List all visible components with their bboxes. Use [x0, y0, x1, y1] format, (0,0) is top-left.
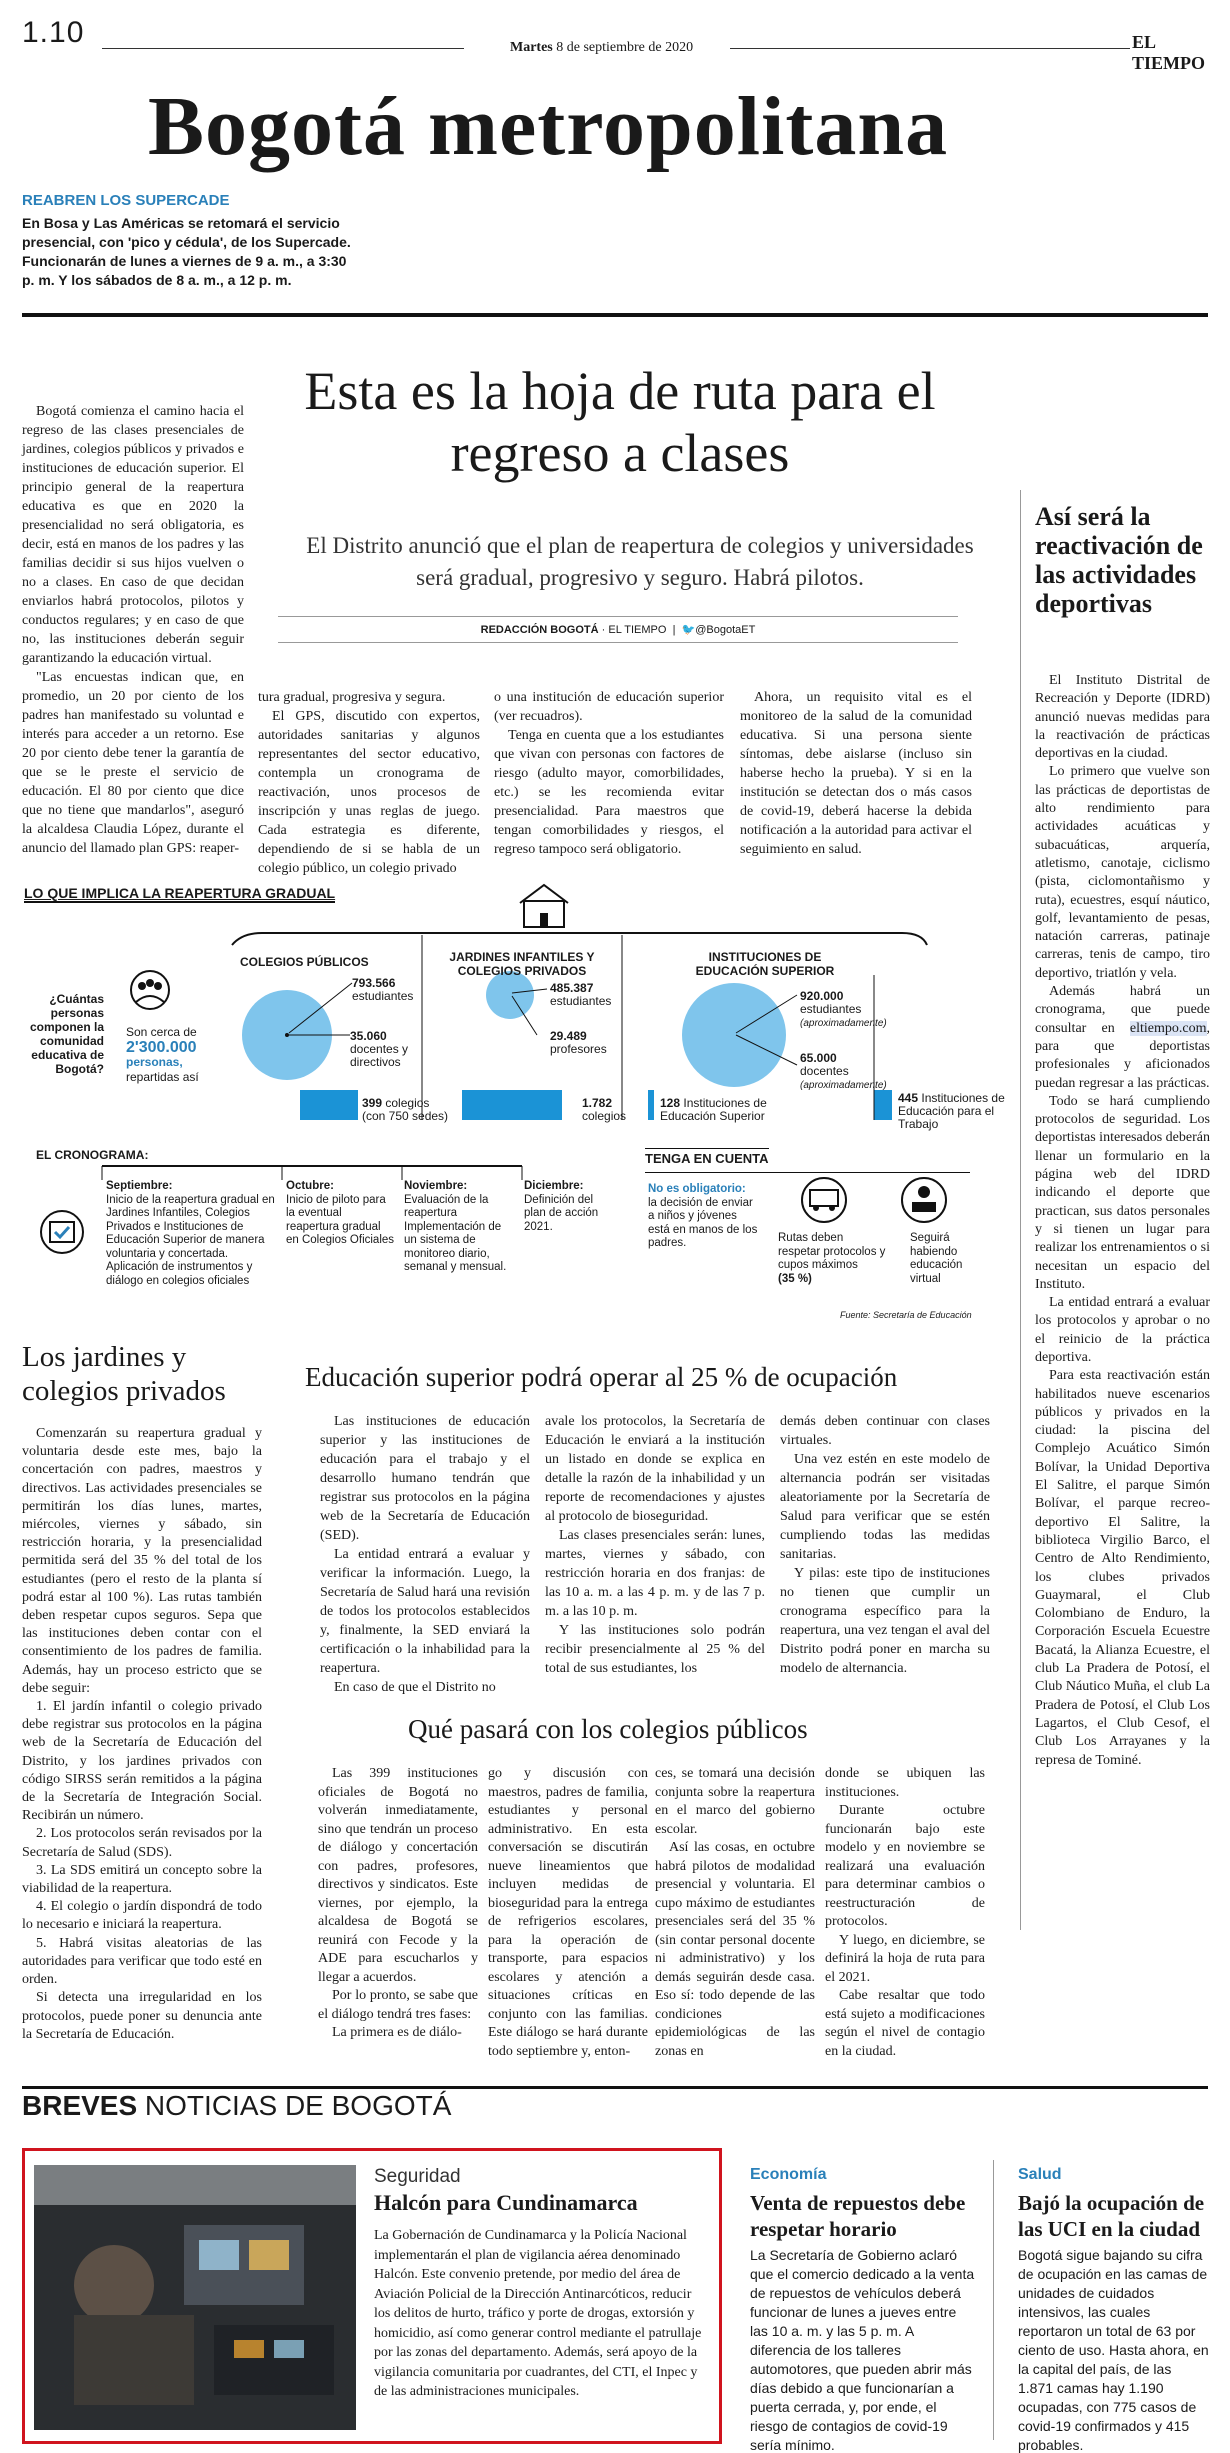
calendar-check-icon — [41, 1211, 83, 1253]
breves-label — [22, 2090, 451, 2122]
tenga-rule — [645, 1172, 970, 1173]
stat-note: (aproximadamente) — [800, 1018, 887, 1029]
tenga-bold: No es obligatorio: — [648, 1183, 746, 1195]
stat-students — [550, 982, 611, 1008]
paragraph-text: Además habrá un cronograma, que puede consultar en — [1035, 984, 1210, 1036]
brief-body: La Gobernación de Cundinamarca y la Policía Nacional implementarán el plan de vigilancia aérea denominado Halcón. Este convenio pretende, por medio del área de Aviación Policial de la Dirección Antinarcóticos, reducir los delitos de hurto, tráfico y porte de drogas, extorsión y homicidio, así como generar control mediante el patrullaje por las zonas del departamento. Además, será apoyo de la vigilancia comunitaria por cuadrantes, del CTI, el Inpec y de las administraciones municipales. — [374, 2228, 702, 2399]
brief-headline: Halcón para Cundinamarca — [374, 2190, 638, 2215]
stat-label: estudiantes — [352, 989, 414, 1003]
site-link[interactable]: eltiempo.com — [1129, 1020, 1207, 1036]
superior-title: Educación superior podrá operar al 25 % de ocupación — [305, 1362, 898, 1392]
paragraph: Y pilas: este tipo de instituciones no tienen que cumplir un cronograma específico para la reapertura, una vez tengan el aval del Distrito podrá poner en marcha su modelo de alternancia. — [780, 1566, 990, 1676]
paragraph: Y las instituciones solo podrán recibir presencialmente al 25 % del total de sus estudiantes, los — [545, 1623, 765, 1676]
total-value: 2'300.000 — [126, 1039, 197, 1056]
stat-note: (aproximadamente) — [800, 1080, 887, 1091]
higher-ed-students-circle — [682, 983, 786, 1087]
publicos-col-3 — [655, 1765, 815, 2061]
stat-value: 399 — [362, 1096, 383, 1110]
training-bar — [874, 1090, 892, 1120]
paragraph: Ahora, un requisito vital es el monitoreo de la salud de la comunidad educativa. Si una persona siente síntomas, debe aislarse (incluso sin haberse hecho la prueba). Y si en la institución se detectan dos o más casos de covid-19, deberá hacerse la debida notificación a la autoridad para activar el seguimiento en salud. — [740, 690, 972, 857]
divider — [102, 48, 464, 49]
brief-body: La Secretaría de Gobierno aclaró que el comercio dedicado a la venta de repuestos de vehículos deberá funcionar de lunes a jueves entre las 10 a. m. y las 5 p. m. A diferencia de los talleres automotores, que pueden abrir más días debido a que funcionarían a puerta cerrada, y, por ende, el riesgo de contagios de covid-19 sería mínimo. — [750, 2247, 975, 2453]
school-icon — [520, 885, 568, 927]
tenga-item — [910, 1232, 990, 1286]
crono-month: Septiembre: — [106, 1180, 173, 1192]
publicos-title: Qué pasará con los colegios públicos — [408, 1714, 808, 1744]
paragraph: Las clases presenciales serán: lunes, martes, viernes y sábado, con restricción horaria en dos franjas: de las 10 a. m. a las 4 p. m. y de las 7 p. m. a las 10 p. m. — [545, 1528, 765, 1619]
paragraph: 5. Habrá visitas aleatorias de las autoridades para verificar que todo esté en orden. — [22, 1935, 262, 1988]
paragraph: avale los protocolos, la Secretaría de Educación le enviará a la institución un listado en donde se explica en detalle la razón de la inhabilidad y un reporte de recomendaciones y ajustes al protocolo de bioseguridad. — [545, 1414, 765, 1524]
tenga-text: la decisión de enviar a niños y jóvenes está en manos de los padres. — [648, 1196, 758, 1249]
stat-students — [352, 977, 413, 1003]
crono-title: EL CRONOGRAMA: — [36, 1148, 149, 1162]
paragraph: 4. El colegio o jardín dispondrá de todo lo necesario e iniciará la reapertura. — [22, 1899, 262, 1933]
tenga-title: TENGA EN CUENTA — [645, 1148, 769, 1166]
crono-item — [524, 1180, 604, 1234]
stat-label: docentes — [800, 1064, 849, 1078]
page-number: 1.10 — [22, 16, 85, 49]
article-col-4 — [740, 688, 972, 859]
paragraph: Tenga en cuenta que a los estudiantes que vivan con personas con factores de riesgo (adulto mayor, comorbilidades, etc.) se les recomienda evitar presencialidad. Para maestros que tengan comorbilidades y riesgos, el regreso tampoco será obligatorio. — [494, 728, 724, 857]
stat-label: colegios (con 750 sedes) — [362, 1096, 449, 1123]
section-title: Bogotá metropolitana — [148, 80, 949, 173]
stat-label: colegios — [582, 1109, 627, 1123]
paragraph: La entidad entrará a evaluar los protocolos y aprobar o no el reinicio de la práctica deportiva. — [1035, 1295, 1210, 1365]
stat-training — [898, 1092, 1008, 1131]
brief-body: Bogotá sigue bajando su cifra de ocupación en las camas de unidades de cuidados intensivos, las cuales reportaron un total de 63 por ciento de uso. Hasta ahora, en la capital del país, de las 1.871 camas hay 1.190 ocupadas, con 775 casos de covid-19 confirmados y 415 probables. — [1018, 2247, 1209, 2453]
crono-text: Inicio de la reapertura gradual en Jardines Infantiles, Colegios Privados e Instituciones de Educación Superior de manera voluntaria y concertada. Aplicación de instrumentos y diálogo en colegios oficiales — [106, 1193, 275, 1287]
stat-teachers — [350, 1030, 420, 1069]
paragraph: 3. La SDS emitirá un concepto sobre la viabilidad de la reapertura. — [22, 1862, 262, 1897]
group-title: INSTITUCIONES DE EDUCACIÓN SUPERIOR — [695, 950, 835, 978]
stat-schools — [582, 1097, 632, 1123]
stat-value: 29.489 — [550, 1029, 587, 1043]
paragraph: Para esta reactivación están habilitados nueve escenarios públicos y privados en la ciudad: la piscina del Complejo Acuático Simón Bolívar, la Unidad Deportiva El Salitre, el parque Simón Bolívar, el parque recreo-deportivo El Salitre, la biblioteca Virgilio Barco, el Centro de Alto Rendimiento, los clubes privados Guaymaral, el Club Colombiano de Enduro, la Corporación Escuela Ecuestre Bacatá, la Alianza Ecuestre, el club La Pradera de Potosí, el Club Náutico Muña, el club La Pradera de Potosí, el Club Los Lagartos, el Club Cesof, el Club Los Arrayanes y la represa de Tominé. — [1035, 1368, 1210, 1768]
paragraph: donde se ubiquen las instituciones. — [825, 1766, 985, 1800]
total-block — [126, 1025, 216, 1085]
stat-label: estudiantes — [550, 994, 612, 1008]
byline-paper: · EL TIEMPO — [598, 624, 667, 636]
brief-section: Seguridad — [374, 2166, 461, 2187]
tenga-text: Rutas deben respetar protocolos y cupos máximos — [778, 1232, 886, 1271]
divider — [730, 48, 1130, 49]
paragraph: Una vez estén en este modelo de alternancia podrán ser visitadas aleatoriamente por la Secretaría de Salud para verificar que se estén cumpliendo todas las medidas sanitarias. — [780, 1452, 990, 1562]
publicos-col-1 — [318, 1765, 478, 2043]
crono-item — [106, 1180, 276, 1288]
paragraph: o una institución de educación superior (ver recuadros). — [494, 690, 724, 724]
stat-label: docentes y directivos — [350, 1042, 409, 1069]
twitter-icon: 🐦 — [681, 624, 696, 636]
tenga-item — [648, 1183, 758, 1251]
brief-section: Salud — [1018, 2166, 1062, 2183]
paragraph: ces, se tomará una decisión conjunta sobre la reapertura en el marco del gobierno escolar. — [655, 1766, 815, 1837]
group-title: COLEGIOS PÚBLICOS — [240, 955, 369, 969]
stat-value: 445 — [898, 1091, 919, 1105]
brief-headline: Venta de repuestos debe respetar horario — [750, 2191, 966, 2241]
column-rule — [1020, 490, 1021, 1930]
paragraph: go y discusión con maestros, padres de familia, estudiantes y personal administrativo. En esta conversación se discutirán nueve lineamientos que incluyen medidas de bioseguridad para la entrega de refrigerios escolares, para la operación de transporte, para espacios escolares y atención a situaciones críticas en conjunto con las familias. Este diálogo se hará durante todo septiembre y, enton- — [488, 1766, 648, 2059]
brief-section: Economía — [750, 2166, 827, 2183]
paragraph: La entidad entrará a evaluar y verificar la información. Luego, la Secretaría de Salud hará una revisión de todos los protocolos establecidos y, finalmente, la SED enviará la certificación o la inhabilidad para la reapertura. — [320, 1547, 530, 1676]
article-headline: Esta es la hoja de ruta para el regreso a clases — [304, 361, 936, 483]
article-deck: El Distrito anunció que el plan de reapertura de colegios y universidades será gradual, progresivo y seguro. Habrá pilotos. — [306, 533, 974, 590]
column-rule — [993, 2160, 994, 2440]
crono-item — [286, 1180, 396, 1248]
stat-value: 793.566 — [352, 976, 396, 990]
stat-value: 35.060 — [350, 1029, 387, 1043]
stat-value: 1.782 — [582, 1096, 613, 1110]
paragraph: Así las cosas, en octubre habrá pilotos de modalidad presencial y voluntaria. El cupo máximo de estudiantes presenciales será del 35 % (sin contar personal docente ni administrativo) y los demás seguirán desde casa. Eso sí: todo depende de las condiciones epidemiológicas de las zonas en — [655, 1840, 815, 2059]
byline-author: REDACCIÓN BOGOTÁ — [480, 624, 599, 636]
paragraph: Lo primero que vuelve son las prácticas de deportistas de alto rendimiento para actividades acuáticas y subacuáticas, arquería, atletismo, canotaje, ciclismo (pista, ciclomontañismo y ruta), ecuestres, esquí náutico, golf, levantamiento de pesas, natación carreras, patinaje carreras, tenis de campo, tiro deportivo, triatlón y vela. — [1035, 764, 1210, 981]
stat-teachers — [800, 1052, 887, 1092]
tenga-bold: (35 %) — [778, 1272, 812, 1285]
paragraph-text: , para que deportistas profesionales y aficionados puedan regresar a las prácticas. — [1035, 1020, 1210, 1091]
crono-text: Evaluación de la reapertura Implementación de un sistema de monitoreo diario, semanal y mensual. — [404, 1193, 507, 1273]
crono-month: Octubre: — [286, 1180, 334, 1192]
paragraph: En caso de que el Distrito no — [334, 1680, 496, 1695]
tenga-item — [778, 1232, 888, 1286]
paragraph: Comenzarán su reapertura gradual y voluntaria desde este mes, bajo la concertación con padres, maestros y directivos. Las actividades presenciales se permitirán los días lunes, martes, miércoles, viernes y sábado, sin restricción horaria, y la presencialidad permitida será del 35 % del total de los estudiantes (pero el resto de la planta sí podrá estar al 100 %). Las rutas también deben respetar cupos seguros. Sepa que las instituciones deben contar con el consentimiento de los padres de familia. Además, hay un proceso estricto que se debe seguir: — [22, 1426, 262, 1696]
connector-bracket — [232, 933, 927, 945]
paragraph: El GPS, discutido con expertos, autoridades sanitarias y algunos representantes del sector educativo, contempla un cronograma de reactivación, unos procesos de inscripción y unas reglas de juego. Cada estrategia es diferente, dependiendo de si se habla de un colegio público, un colegio privado — [258, 709, 480, 876]
stat-value: 485.387 — [550, 981, 594, 995]
paragraph: 2. Los protocolos serán revisados por la Secretaría de Salud (SDS). — [22, 1826, 262, 1860]
paragraph: Y luego, en diciembre, se definirá la hoja de ruta para el 2021. — [825, 1932, 985, 1985]
total-lead: Son cerca de — [126, 1025, 197, 1039]
paragraph: El Instituto Distrital de Recreación y Deporte (IDRD) anunció nuevas medidas para la reactivación de prácticas deportivas en la ciudad. — [1035, 673, 1210, 762]
article-col-3 — [494, 688, 724, 859]
paragraph: Cabe resaltar que todo está sujeto a modificaciones según el nivel de contagio en la ciudad. — [825, 1988, 985, 2059]
paragraph: Las 399 instituciones oficiales de Bogotá no volverán inmediatamente, sino que tendrán un proceso de diálogo y concertación con padres, profesores, directivos y sindicatos. Este viernes, por ejemplo, la alcaldesa de Bogotá se reunirá con Fecode y la ADE para escucharlos y llegar a acuerdos. — [318, 1766, 478, 1985]
paragraph: Las instituciones de educación superior y las instituciones de educación para el trabajo y el desarrollo humano tendrán que registrar sus protocolos en la página web de la Secretaría de Educación (SED). — [320, 1414, 530, 1543]
paragraph: Bogotá comienza el camino hacia el regreso de las clases presenciales de jardines, colegios públicos y privados e instituciones de educación superior. El principio general de la reapertura educativa es que en 2020 la presencialidad no será obligatoria, es decir, está en manos de los padres y las familias decidir si sus hijos vuelven o no a clases. En caso de que decidan enviarlos habrá protocolos, pilotos y conductos regulares; y en caso de que no, las instituciones deberán seguir garantizando la educación virtual. — [22, 404, 244, 666]
stat-teachers — [550, 1030, 607, 1056]
total-tail: repartidas así — [126, 1070, 199, 1084]
article-col-1 — [22, 402, 244, 858]
infographic-question: ¿Cuántas personas componen la comunidad educativa de Bogotá? — [29, 992, 104, 1076]
superior-col-3 — [780, 1412, 990, 1678]
stat-schools — [362, 1097, 452, 1123]
sidebar-body — [1035, 672, 1210, 1770]
byline-twitter: @BogotaET — [695, 624, 756, 636]
breves-label-text: NOTICIAS DE BOGOTÁ — [137, 2090, 452, 2121]
stat-value: 65.000 — [800, 1051, 837, 1065]
higher-ed-bar — [648, 1090, 654, 1120]
stat-value: 128 — [660, 1096, 681, 1110]
crono-text: Definición del plan de acción 2021. — [524, 1193, 599, 1233]
helicopter-cockpit-photo — [34, 2165, 356, 2430]
bus-icon — [802, 1178, 846, 1222]
stat-label: Instituciones de Educación para el Trabajo — [898, 1091, 1005, 1131]
group-title: JARDINES INFANTILES Y COLEGIOS PRIVADOS — [449, 950, 595, 978]
stat-label: Instituciones de Educación Superior — [660, 1096, 767, 1123]
date-rest: 8 de septiembre de 2020 — [552, 40, 694, 55]
teacher-icon — [902, 1178, 946, 1222]
stat-label: profesores — [550, 1042, 607, 1056]
supercade-kicker: REABREN LOS SUPERCADE — [22, 192, 230, 209]
crono-month: Diciembre: — [524, 1180, 584, 1192]
sidebar-title: Así será la reactivación de las actividades deportivas — [1035, 502, 1203, 618]
jardines-body — [22, 1425, 262, 2044]
jardines-title: Los jardines y colegios privados — [22, 1341, 226, 1407]
photo-art — [34, 2165, 356, 2430]
breves-label-bold: BREVES — [22, 2090, 138, 2121]
paragraph: Durante octubre funcionarán bajo este modelo y en noviembre se realizará una evaluación para determinar cambios o reestructuración de protocolos. — [825, 1803, 985, 1929]
community-icon — [131, 971, 169, 1009]
stat-value: 920.000 — [800, 989, 844, 1003]
crono-text: Inicio de piloto para la eventual reapertura gradual en Colegios Oficiales — [286, 1193, 395, 1246]
infographic-source: Fuente: Secretaría de Educación — [840, 1310, 972, 1320]
public-schools-bar — [300, 1090, 358, 1120]
breves-rule — [22, 2086, 1208, 2089]
paragraph: demás deben continuar con clases virtuales. — [780, 1414, 990, 1448]
byline: REDACCIÓN BOGOTÁ · EL TIEMPO | 🐦@BogotaET — [278, 616, 958, 643]
paragraph: Si detecta una irregularidad en los protocolos, puede poner su denuncia ante la Secretaría de Educación. — [22, 1990, 262, 2042]
date-day: Martes — [510, 40, 553, 55]
stat-label: estudiantes — [800, 1002, 862, 1016]
brief-headline: Bajó la ocupación de las UCI en la ciudad — [1018, 2191, 1205, 2241]
paragraph: La primera es de diálo- — [332, 2025, 462, 2040]
paragraph: "Las encuestas indican que, en promedio, un 20 por ciento de los padres han manifestado su voluntad e interés para acceder a un retorno. Ese 20 por ciento debe tener la garantía de que se le preste el servicio de educación. El 80 por ciento que dice que no tiene que mandarlos", aseguró la alcaldesa Claudia López, durante el anuncio del llamado plan GPS: reaper- — [22, 670, 244, 856]
section-rule — [22, 313, 1208, 317]
paragraph: tura gradual, progresiva y segura. — [258, 690, 446, 705]
publicos-col-2 — [488, 1765, 648, 2061]
crono-item — [404, 1180, 514, 1275]
private-schools-bar — [462, 1090, 562, 1120]
issue-date — [510, 40, 693, 56]
infographic-title: LO QUE IMPLICA LA REAPERTURA GRADUAL — [24, 885, 336, 901]
stat-students — [800, 990, 887, 1030]
stat-higher-ed — [660, 1097, 810, 1123]
superior-col-1 — [320, 1412, 530, 1697]
total-unit: personas, — [126, 1055, 183, 1069]
crono-month: Noviembre: — [404, 1180, 468, 1192]
tenga-icons — [798, 1176, 988, 1226]
newspaper-brand: EL TIEMPO — [1132, 32, 1206, 73]
publicos-col-4 — [825, 1765, 985, 2061]
supercade-brief: En Bosa y Las Américas se retomará el servicio presencial, con 'pico y cédula', de los Supercade. Funcionarán de lunes a viernes de 9 a. m., a 3:30 p. m. Y los sábados de 8 a. m., a 12 p. m. — [22, 215, 351, 288]
paragraph: 1. El jardín infantil o colegio privado debe registrar sus protocolos en la página web de la Secretaría de Educación del Distrito, y los jardines privados con código SIRSS serán remitidos a la página de la Secretaría de Integración Social. Recibirán un número. — [22, 1699, 262, 1824]
article-col-2 — [258, 688, 480, 878]
superior-col-2 — [545, 1412, 765, 1678]
tenga-text: Seguirá habiendo educación virtual — [910, 1232, 963, 1285]
paragraph: Por lo pronto, se sabe que el diálogo tendrá tres fases: — [318, 1988, 478, 2022]
private-students-circle — [486, 971, 534, 1019]
paragraph: Todo se hará cumpliendo protocolos de seguridad. Los deportistas interesados deberán llenar un formulario en la página web del IDRD indicando el deporte que practican, sus datos personales y si tienen un lugar para realizar los entrenamientos o si necesitan un espacio del Instituto. — [1035, 1093, 1210, 1292]
